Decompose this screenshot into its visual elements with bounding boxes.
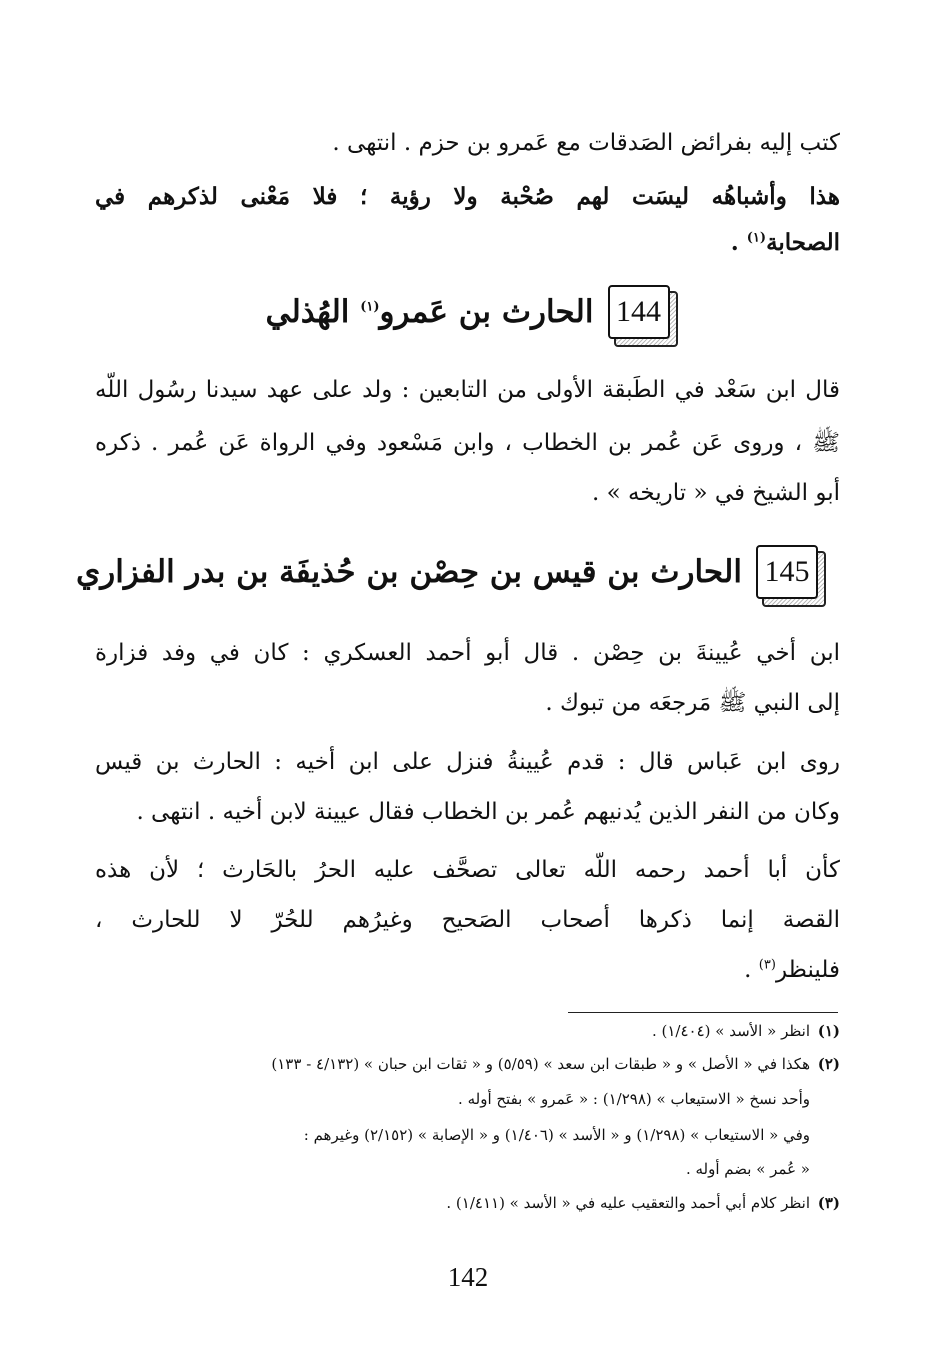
footnote-number: (٢): [817, 1055, 840, 1073]
footnote-ref: (١): [746, 230, 767, 246]
text-line: كأن أبا أحمد رحمه اللّه تعالى تصحَّف عليه الحرُ بالحَارث ؛ لأن هذه: [95, 857, 840, 883]
text-line: هذا وأشباهُه ليسَت لهم صُحْبة ولا رؤية ؛ فلا مَعْنى لذكرهم في: [95, 183, 840, 210]
entry-title: [266, 294, 594, 330]
footnote-2-line: وأحد نسخ « الاستيعاب » (١/٢٩٨) : « عَمرو » بفتح أوله .: [458, 1090, 810, 1108]
footnote-divider: [568, 1012, 838, 1013]
entry-heading-144: [95, 276, 840, 348]
entry-number: 144: [608, 285, 670, 339]
page-number: 142: [447, 1262, 489, 1292]
text-line: كتب إليه بفرائض الصَدقات مع عَمرو بن حزم . انتهى .: [332, 130, 840, 156]
text-line: [95, 228, 840, 258]
text-line: روى ابن عَباس قال : قدم عُيينةُ فنزل على ابن أخيه : الحارث بن قيس: [95, 749, 840, 775]
text-fragment: الصحابة: [766, 229, 840, 256]
text-line: [95, 955, 840, 985]
text-line: ﷺ ، وروى عَن عُمر بن الخطاب ، وابن مَسْعود وفي الرواة عَن عُمر . ذكره: [95, 430, 840, 456]
entry-number: 145: [756, 545, 818, 599]
text-fragment: .: [744, 957, 759, 983]
footnote-number: (١): [817, 1022, 840, 1040]
text-line: وكان من النفر الذين يُدنيهم عُمر بن الخطاب فقال عيينة لابن أخيه . انتهى .: [136, 799, 840, 825]
text-line: قال ابن سَعْد في الطَبقة الأولى من التابعين : ولد على عهد سيدنا رسُول اللّه: [95, 377, 840, 403]
footnote-number: (٣): [817, 1194, 840, 1212]
footnote-ref: (٣): [758, 957, 776, 973]
footnote-3: [95, 1192, 840, 1214]
footnote-text: انظر « الأسد » (١/٤٠٤) .: [651, 1022, 810, 1040]
footnote-text: هكذا في « الأصل » و « طبقات ابن سعد » (٥/٥٩) و « ثقات ابن حبان » (٤/١٣٢ - ١٣٣): [271, 1055, 810, 1073]
text-line: إلى النبي ﷺ مَرجعَه من تبوك .: [545, 690, 840, 716]
title-fragment: الحارث بن عَمرو: [379, 294, 594, 330]
text-line: القصة إنما ذكرها أصحاب الصَحيح وغيرُهم للحُرّ لا للحارث ،: [95, 907, 840, 933]
footnote-2: [95, 1053, 840, 1075]
text-fragment: فلينظر: [775, 957, 840, 983]
text-line: أبو الشيخ في « تاريخه » .: [592, 480, 840, 506]
footnote-2-line: « عُمر » بضم أوله .: [685, 1160, 810, 1178]
title-fragment: الهُذلي: [265, 294, 361, 330]
entry-number-box: [608, 285, 670, 339]
entry-title: الحارث بن قيس بن حِصْن بن حُذيفَة بن بدر الفزاري: [76, 554, 742, 590]
entry-heading-145: [73, 536, 818, 608]
footnote-text: انظر كلام أبي أحمد والتعقيب عليه في « الأسد » (١/٤١١) .: [446, 1194, 810, 1212]
entry-number-box: [756, 545, 818, 599]
footnote-2-line: وفي « الاستيعاب » (١/٢٩٨) و « الأسد » (١/٤٠٦) و « الإصابة » (٢/١٥٢) وغيرهم :: [303, 1126, 810, 1144]
footnote-1: [95, 1020, 840, 1042]
footnote-ref: (١): [360, 299, 380, 315]
text-line: ابن أخي عُيينةَ بن حِصْن . قال أبو أحمد العسكري : كان في وفد فزارة: [95, 640, 840, 666]
text-fragment: .: [730, 229, 747, 256]
